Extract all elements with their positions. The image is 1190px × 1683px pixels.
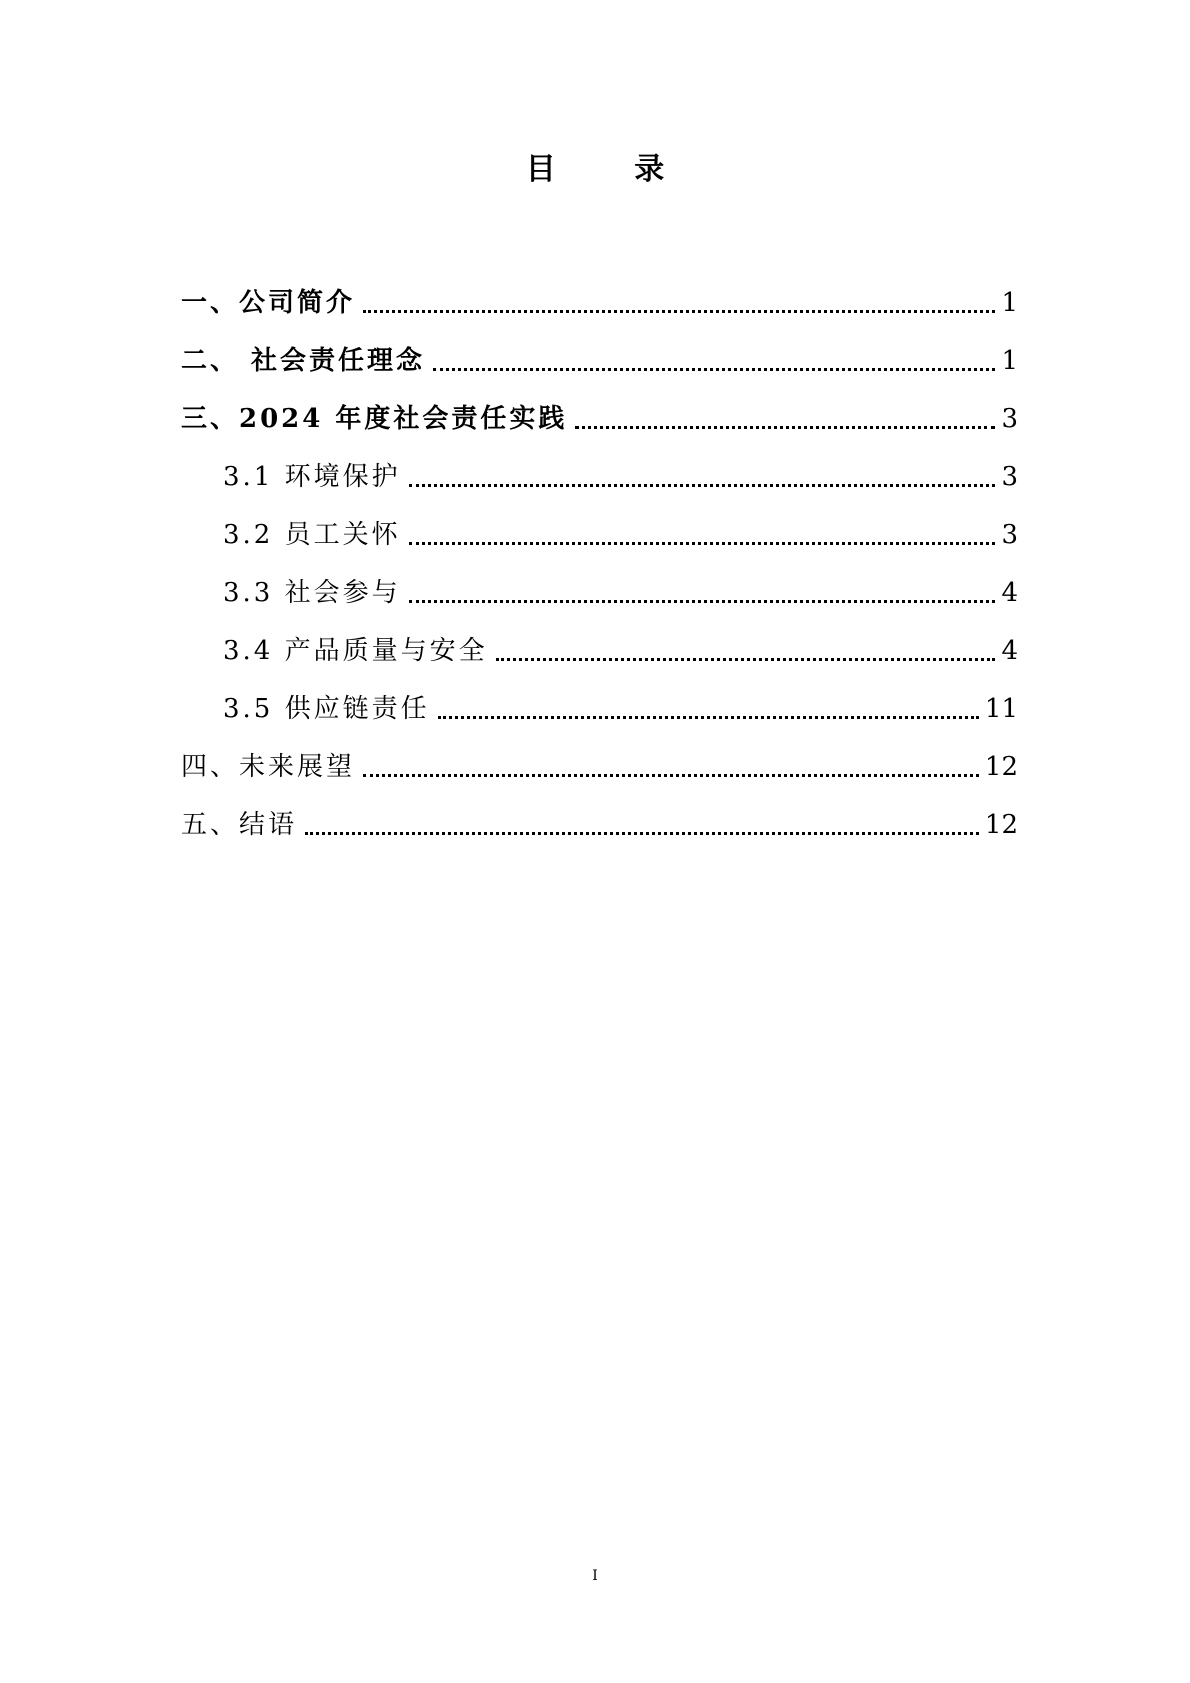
toc-entry-label: 一、公司简介 (181, 288, 356, 318)
toc-entry-environmental-protection[interactable] (223, 454, 1018, 494)
dot-leader (409, 600, 996, 603)
toc-entry-csr-philosophy[interactable] (181, 338, 1018, 378)
toc-entry-page: 1 (1001, 346, 1018, 376)
dot-leader (438, 716, 979, 719)
page-number: I (592, 1568, 598, 1584)
page-title: 目 录 (525, 152, 699, 187)
toc-entry-page: 3 (1001, 462, 1018, 492)
dot-leader (575, 426, 995, 429)
toc-entry-page: 1 (1001, 288, 1018, 318)
toc-entry-page: 3 (1001, 404, 1018, 434)
dot-leader (363, 310, 995, 313)
toc-entry-supply-chain-responsibility[interactable] (223, 686, 1018, 726)
toc-entry-label: 3.4 产品质量与安全 (223, 636, 488, 666)
toc-entry-future-outlook[interactable] (181, 744, 1018, 784)
dot-leader (409, 484, 996, 487)
toc-entry-page: 12 (984, 752, 1018, 782)
toc-entry-label: 三、2024 年度社会责任实践 (181, 404, 568, 434)
toc-entry-label: 3.2 员工关怀 (223, 520, 401, 550)
toc-entry-page: 12 (984, 810, 1018, 840)
toc-entry-conclusion[interactable] (181, 802, 1018, 842)
toc-entry-page: 11 (984, 694, 1018, 724)
dot-leader (363, 774, 979, 777)
dot-leader (409, 542, 996, 545)
toc-entry-csr-practice-2024[interactable] (181, 396, 1018, 436)
toc-entry-label: 二、 社会责任理念 (181, 346, 426, 376)
toc-entry-product-quality-safety[interactable] (223, 628, 1018, 668)
toc-entry-label: 五、结语 (181, 810, 298, 840)
toc-entry-label: 3.3 社会参与 (223, 578, 401, 608)
toc-entry-label: 3.1 环境保护 (223, 462, 401, 492)
toc-entry-page: 4 (1001, 636, 1018, 666)
toc-entry-page: 4 (1001, 578, 1018, 608)
toc-entry-label: 3.5 供应链责任 (223, 694, 430, 724)
dot-leader (433, 368, 995, 371)
toc-entry-page: 3 (1001, 520, 1018, 550)
dot-leader (305, 832, 979, 835)
toc-entry-employee-care[interactable] (223, 512, 1018, 552)
toc-entry-label: 四、未来展望 (181, 752, 356, 782)
dot-leader (496, 658, 996, 661)
toc-entry-social-participation[interactable] (223, 570, 1018, 610)
toc-entry-company-profile[interactable] (181, 280, 1018, 320)
